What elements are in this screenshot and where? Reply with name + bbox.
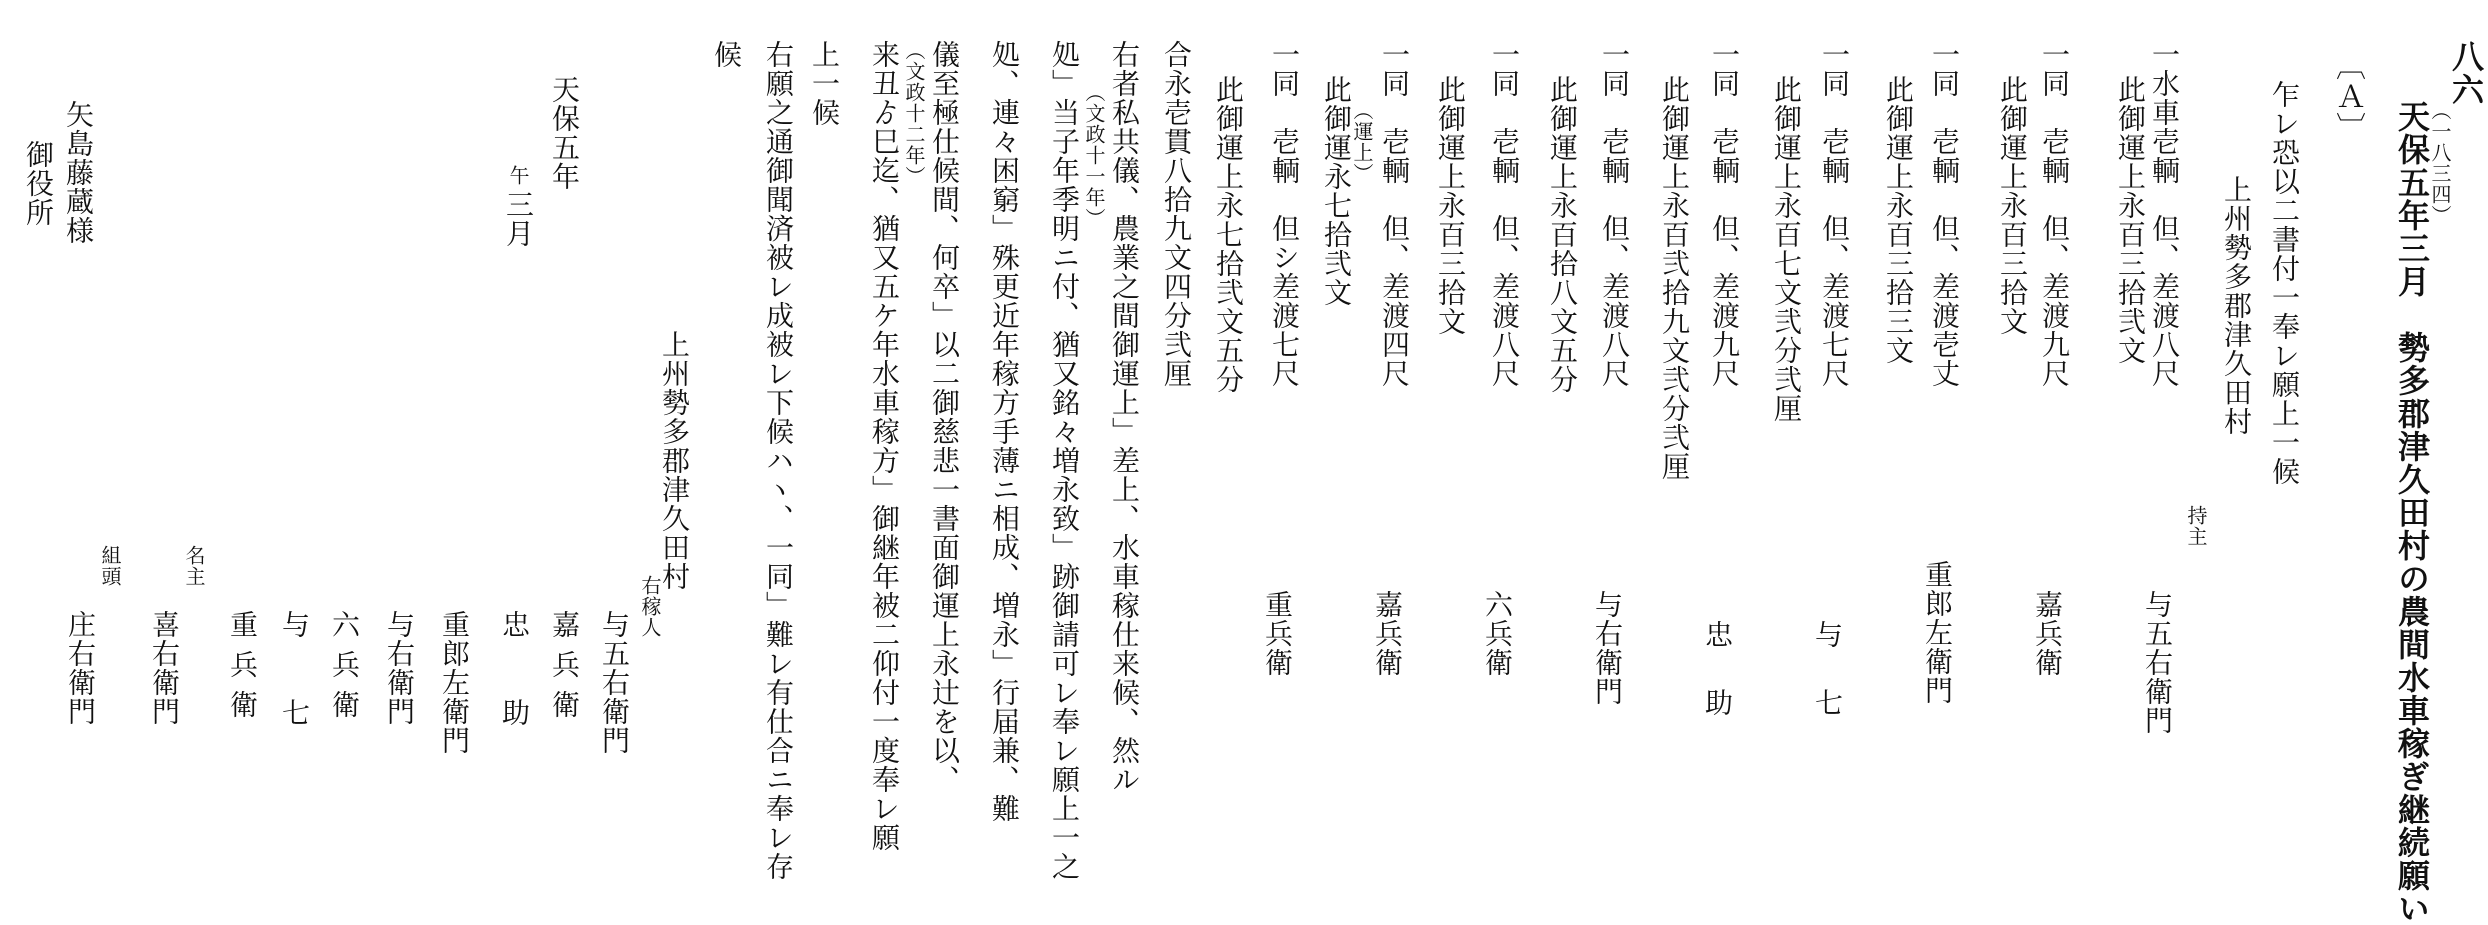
date-month: 三月: [502, 190, 535, 248]
section-marker: 〔Ａ〕: [2330, 50, 2365, 143]
entry-line: 一同 壱輌 但、差渡九尺: [1708, 40, 1741, 388]
entry-tax: 此御運上永百三拾三文: [1882, 75, 1915, 365]
body-line: 候: [710, 40, 743, 69]
entry-tax: 此御運上永百三拾文: [1434, 75, 1467, 336]
body-year-note: （文政十一年）: [1082, 82, 1106, 229]
entry-tax: 此御運上永百拾八文五分: [1546, 75, 1579, 394]
entry-owner: 与七: [1811, 620, 1844, 756]
kumigashira-name: 庄右衛門: [64, 610, 97, 726]
signatory-name: 重兵衛: [226, 610, 259, 730]
signatory-name: 与右衛門: [383, 610, 416, 726]
total-amount: 合永壱貫八拾九文四分弐厘: [1160, 40, 1193, 388]
body-line: 右者私共儀、農業之間御運上」差上、水車稼仕来候、然ル: [1108, 40, 1141, 794]
signatory-village: 上州勢多郡津久田村: [658, 330, 691, 591]
year-note: （一八三四）: [2428, 100, 2452, 226]
entry-note: （運上）: [1350, 100, 1374, 184]
entry-owner: 重郎左衛門: [1921, 560, 1954, 705]
body-line: 上一候: [808, 40, 841, 127]
entry-owner: 与右衛門: [1591, 590, 1624, 706]
signatory-name: 嘉兵衛: [548, 610, 581, 730]
document-number: 八六: [2447, 40, 2485, 106]
entry-tax: 此御運上永百七文弐分弐厘: [1770, 75, 1803, 423]
entry-owner: 六兵衛: [1481, 590, 1514, 677]
document-title: 天保五年三月 勢多郡津久田村の農間水車稼ぎ継続願い: [2393, 100, 2431, 925]
entry-line: 一同 壱輌 但、差渡八尺: [1488, 40, 1521, 388]
kumigashira-label: 組頭: [98, 545, 122, 587]
body-year-note: （文政十二年）: [902, 40, 926, 187]
entry-tax: 此御運上永百三拾文: [1996, 75, 2029, 336]
date-era: 天保五年: [548, 75, 581, 191]
entry-line: 一同 壱輌 但、差渡八尺: [1598, 40, 1631, 388]
mochinushi-label: 持主: [2184, 505, 2208, 547]
entry-line: 一同 壱輌 但シ差渡七尺: [1268, 40, 1301, 388]
entry-owner: 嘉兵衛: [1371, 590, 1404, 677]
body-line: 右願之通御聞済被レ成被レ下候ハヽ、一同」難レ有仕合ニ奉レ存: [762, 40, 795, 881]
signatory-name: 六兵衛: [328, 610, 361, 730]
entry-line: 一同 壱輌 但、差渡四尺: [1378, 40, 1411, 388]
kasegi-label: 右稼人: [638, 575, 662, 638]
entry-line: 一同 壱輌 但、差渡七尺: [1818, 40, 1851, 388]
entry-owner: 嘉兵衛: [2031, 590, 2064, 677]
signatory-name: 与七: [278, 610, 311, 786]
date-zodiac: 午: [506, 165, 530, 186]
entry-line: 一同 壱輌 但、差渡壱丈: [1928, 40, 1961, 388]
signatory-name: 与五右衛門: [598, 610, 631, 755]
nanushi-label: 名主: [182, 545, 206, 587]
recipient-name: 矢島藤蔵様: [62, 100, 95, 245]
entry-tax: 此御運上永七拾弐文五分: [1212, 75, 1245, 394]
entry-owner: 与五右衛門: [2141, 590, 2174, 735]
signatory-name: 忠助: [498, 610, 531, 786]
intro-village: 上州勢多郡津久田村: [2220, 175, 2253, 436]
body-line: 来丑ゟ巳迄、猶又五ケ年水車稼方」御継年被二仰付一度奉レ願: [868, 40, 901, 852]
body-line: 処」当子年季明ニ付、猶又銘々増永致」跡御請可レ奉レ願上一之: [1048, 40, 1081, 881]
body-line: 儀至極仕候間、何卒」以二御慈悲一書面御運上永辻を以、: [928, 40, 961, 794]
entry-tax: 此御運上永百弐拾九文弐分弐厘: [1658, 75, 1691, 481]
body-line: 処、連々困窮」殊更近年稼方手薄ニ相成、増永」行届兼、難: [988, 40, 1021, 823]
recipient-office: 御役所: [22, 140, 55, 227]
intro-heading: 乍レ恐以二書付一奉レ願上一候: [2268, 80, 2301, 486]
nanushi-name: 喜右衛門: [148, 610, 181, 726]
entry-tax: 此御運上永百三拾弐文: [2114, 75, 2147, 365]
entry-line: 一水車壱輌 但、差渡八尺: [2148, 40, 2181, 388]
entry-owner: 忠助: [1701, 620, 1734, 756]
entry-owner: 重兵衛: [1261, 590, 1294, 677]
entry-line: 一同 壱輌 但、差渡九尺: [2038, 40, 2071, 388]
signatory-name: 重郎左衛門: [438, 610, 471, 755]
entry-tax: 此御運永七拾弐文: [1320, 75, 1353, 307]
